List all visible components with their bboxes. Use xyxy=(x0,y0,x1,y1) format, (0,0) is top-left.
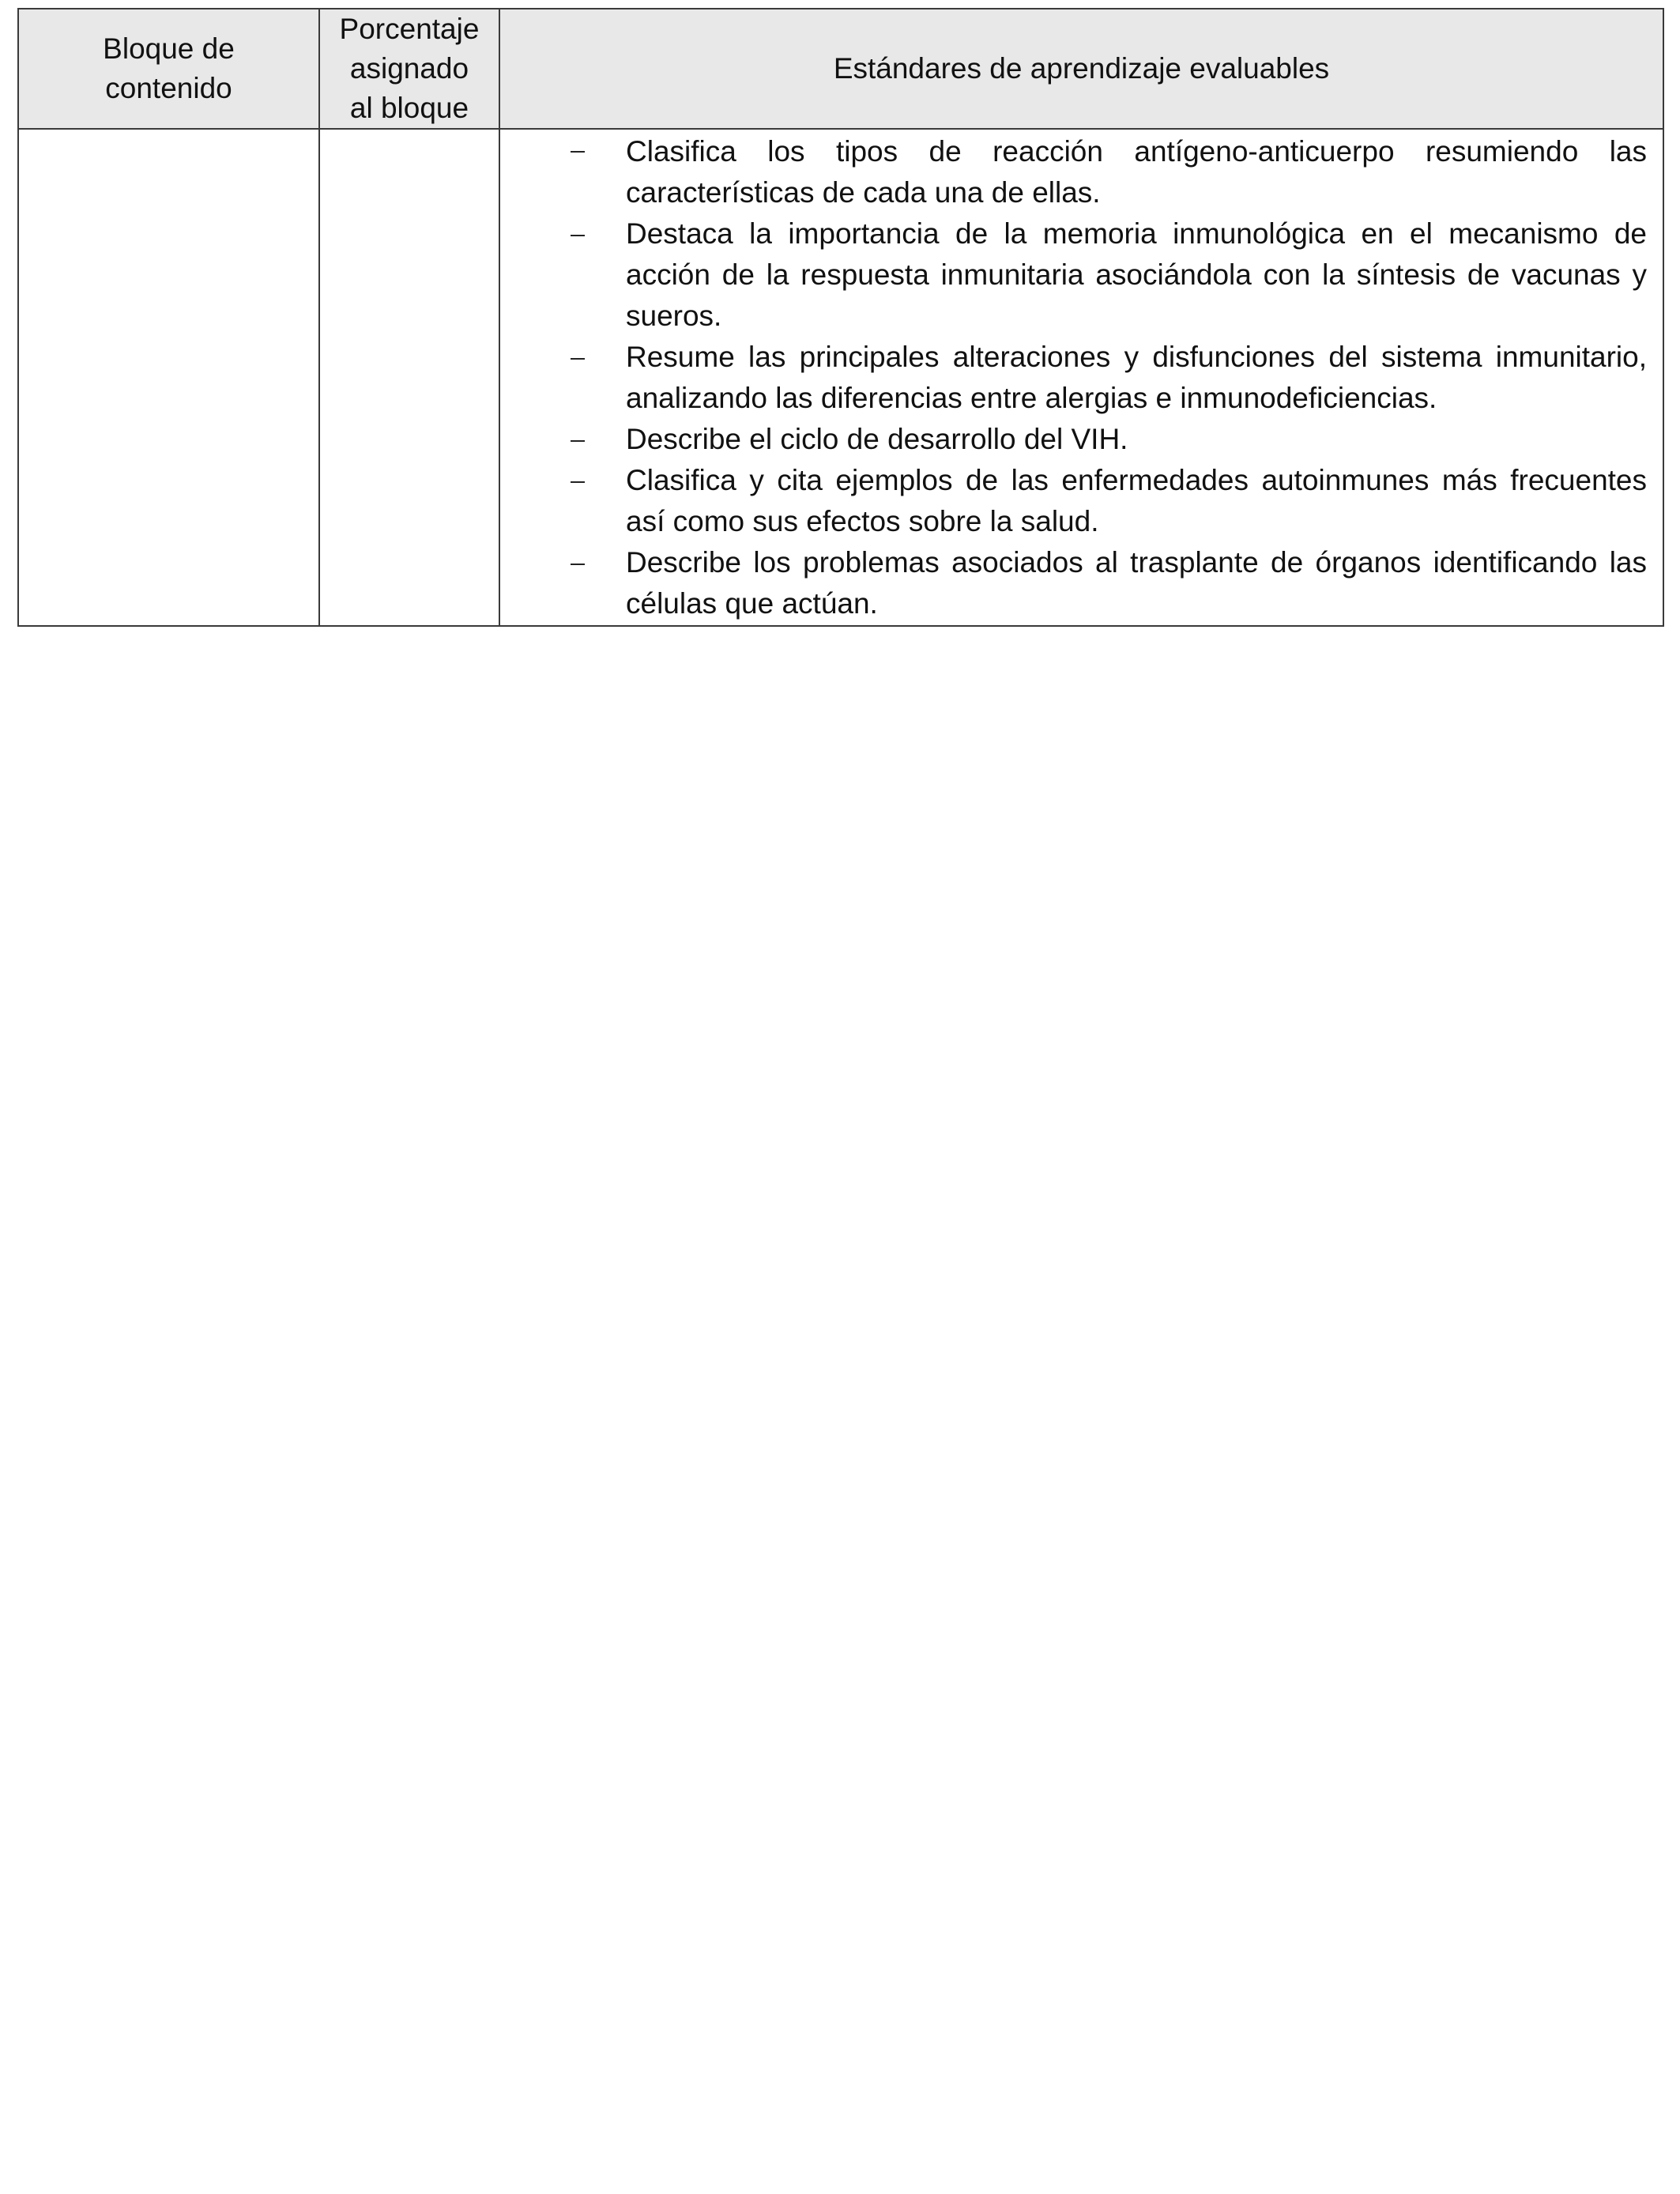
standards-list xyxy=(500,130,1663,624)
list-item xyxy=(500,337,1663,419)
list-item xyxy=(500,460,1663,542)
standards-table xyxy=(17,8,1664,627)
standard-text: Describe los problemas asociados al trasplante de órganos identificando las células que actúan. xyxy=(626,546,1647,620)
standard-text: Resume las principales alteraciones y disfunciones del sistema inmunitario, analizando las diferencias entre alergias e inmunodeficiencias. xyxy=(626,341,1647,414)
cell-percentage xyxy=(319,129,499,626)
header-block: Bloque de contenido xyxy=(18,9,319,129)
table-row xyxy=(18,129,1663,626)
table-header-row xyxy=(18,9,1663,129)
list-item xyxy=(500,213,1663,337)
list-item xyxy=(500,542,1663,624)
cell-standards xyxy=(499,129,1663,626)
header-percentage: Porcentaje asignado al bloque xyxy=(319,9,499,129)
standard-text: Destaca la importancia de la memoria inmunológica en el mecanismo de acción de la respuesta inmunitaria asociándola con la síntesis de vacunas y sueros. xyxy=(626,217,1647,332)
standard-text: Describe el ciclo de desarrollo del VIH. xyxy=(626,423,1128,455)
list-item xyxy=(500,419,1663,460)
header-standards: Estándares de aprendizaje evaluables xyxy=(499,9,1663,129)
list-item xyxy=(500,130,1663,213)
standard-text: Clasifica y cita ejemplos de las enfermedades autoinmunes más frecuentes así como sus efectos sobre la salud. xyxy=(626,464,1647,537)
cell-block xyxy=(18,129,319,626)
standard-text: Clasifica los tipos de reacción antígeno-anticuerpo resumiendo las características de cada una de ellas. xyxy=(626,135,1647,209)
